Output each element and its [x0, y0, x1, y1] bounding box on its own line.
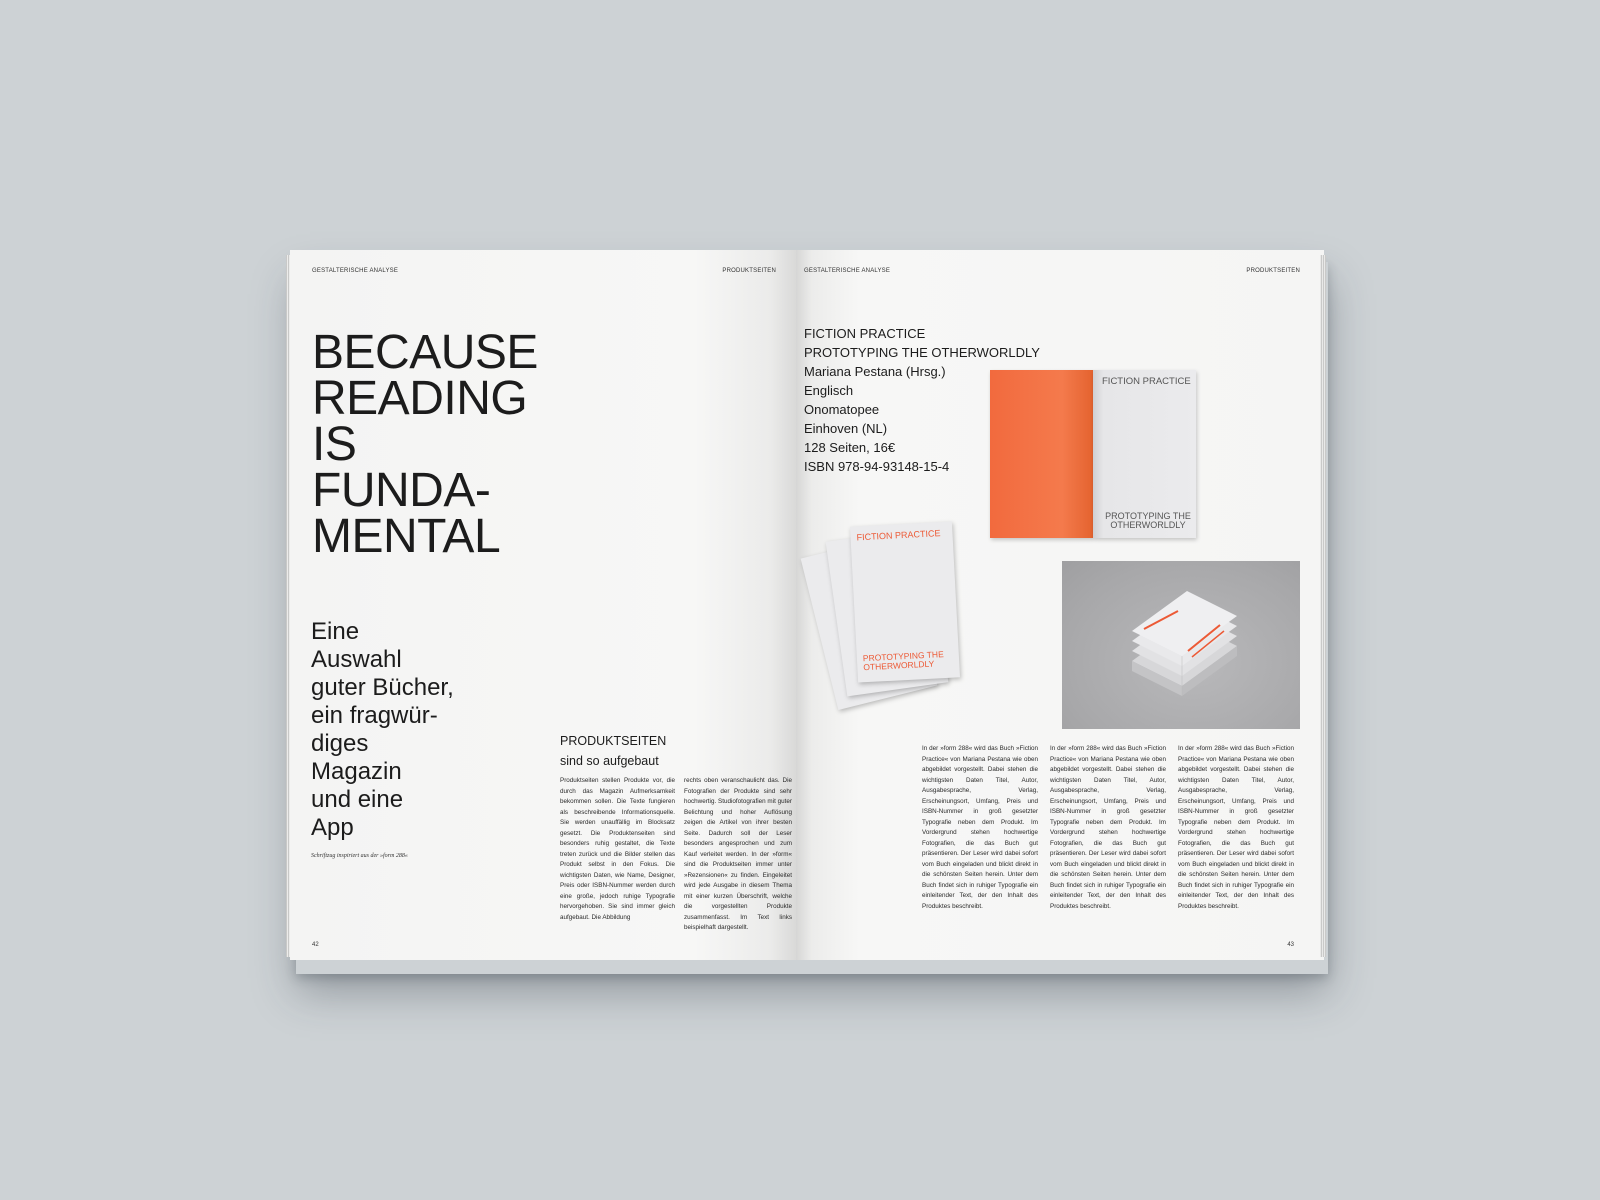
fanned-books-image	[814, 522, 984, 702]
subhead-line: guter Bücher,	[311, 674, 454, 701]
headline-line: FUNDA-	[312, 464, 491, 517]
body-column-3: In der »form 288« wird das Buch »Fiction Practice« von Mariana Pestana wie oben abgebildet vorgestellt. Dabei stehen die wichtigsten Daten Titel, Autor, Ausgabesprache, Verlag, Erscheinungsort, Umfang, Preis und ISBN-Nummer in groß gesetzter Typografie neben dem Produkt. Im Vordergrund stehen hochwertige Fotografien, die das Buch gut präsentieren. Der Leser wird dabei sofort vom Buch eingeladen und blickt direkt in die schönsten Seiten herein. Unter dem Buch findet sich in ruhiger Typografie ein einleitender Text, der den Inhalt des Produktes beschreibt.	[1178, 745, 1294, 910]
page-edges-right	[1320, 255, 1326, 957]
stacked-books-image	[1062, 561, 1300, 729]
headline-line: IS	[312, 418, 357, 471]
body-column-2: rechts oben veranschaulicht das. Die Fotografien der Produkte sind sehr hochwertig. Studiofotografien mit guter Belichtung und hoher Auflösung zeigen die Artikel von ihrer besten Seite. Dadurch soll der Leser besonders angesprochen und zum Kauf verleitet werden. In der »form« sind die Produktseiten immer unter »Rezensionen« zu finden. Eingeleitet wird jede Ausgabe in diesem Thema mit einer kurzen Überschrift, welche die vorgestellten Produkte zusammenfasst. Im Text links beispielhaft dargestellt.	[684, 777, 792, 931]
running-head-right: PRODUKTSEITEN	[1246, 268, 1300, 274]
headline-line: READING	[312, 372, 528, 425]
body-column-1: Produktseiten stellen Produkte vor, die durch das Magazin Aufmerksamkeit bekommen sollen. Die Texte fungieren als beschreibende Informationsquelle. Sie werden unauffällig im Blocksatz gesetzt. Die Produktenseiten sind besonders ruhig gestaltet, die Texte treten zurück und die Bilder stellen das Produkt selbst in den Fokus. Die wichtigsten Daten, wie Name, Designer, Preis oder ISBN-Nummer werden durch eine große, jedoch ruhige Typografie hervorgehoben. Sie sind immer gleich aufgebaut. Die Abbildung	[560, 777, 675, 921]
subhead-line: und eine	[311, 786, 404, 813]
body-column-1: In der »form 288« wird das Buch »Fiction Practice« von Mariana Pestana wie oben abgebildet vorgestellt. Dabei stehen die wichtigsten Daten Titel, Autor, Ausgabesprache, Verlag, Erscheinungsort, Umfang, Preis und ISBN-Nummer in groß gesetzter Typografie neben dem Produkt. Im Vordergrund stehen hochwertige Fotografien, die das Buch gut präsentieren. Der Leser wird dabei sofort vom Buch eingeladen und blickt direkt in die schönsten Seiten herein. Unter dem Buch findet sich in ruhiger Typografie ein einleitender Text, der den Inhalt des Produktes beschreibt.	[922, 745, 1038, 910]
headline-line: BECAUSE	[312, 326, 538, 379]
book-author: Mariana Pestana (Hrsg.)	[804, 364, 946, 379]
book-pages-price: 128 Seiten, 16€	[804, 440, 896, 455]
running-head-left: GESTALTERISCHE ANALYSE	[312, 268, 399, 274]
subhead-line: App	[311, 814, 354, 841]
book-publisher: Onomatopee	[804, 402, 880, 417]
book-isbn: ISBN 978-94-93148-15-4	[804, 459, 950, 474]
caption-note: Schriftzug inspiriert aus der »form 288«	[311, 853, 408, 859]
subhead-line: diges	[311, 730, 369, 757]
headline	[312, 326, 538, 563]
book-language: Englisch	[804, 383, 854, 398]
subhead-line: Magazin	[311, 758, 402, 785]
fan-cover-subtitle: PROTOTYPING THE OTHERWORLDLY	[862, 649, 944, 673]
section-title: PRODUKTSEITEN	[560, 734, 667, 748]
subhead-line: Eine	[311, 618, 360, 645]
subhead-line: ein fragwür-	[311, 702, 438, 729]
fan-cover-title: FICTION PRACTICE	[856, 528, 941, 543]
section-subtitle: sind so aufgebaut	[560, 754, 659, 768]
page-number-right: 43	[1287, 942, 1294, 948]
book-cover-front	[850, 521, 960, 682]
body-column-2: In der »form 288« wird das Buch »Fiction Practice« von Mariana Pestana wie oben abgebildet vorgestellt. Dabei stehen die wichtigsten Daten Titel, Autor, Ausgabesprache, Verlag, Erscheinungsort, Umfang, Preis und ISBN-Nummer in groß gesetzter Typografie neben dem Produkt. Im Vordergrund stehen hochwertige Fotografien, die das Buch gut präsentieren. Der Leser wird dabei sofort vom Buch eingeladen und blickt direkt in die schönsten Seiten herein. Unter dem Buch findet sich in ruhiger Typografie ein einleitender Text, der den Inhalt des Produktes beschreibt.	[1050, 745, 1166, 910]
headline-line: MENTAL	[312, 510, 501, 563]
subhead	[311, 618, 454, 842]
page-number-left: 42	[312, 942, 319, 948]
cover-title: FICTION PRACTICE	[1102, 376, 1191, 387]
running-head-left: GESTALTERISCHE ANALYSE	[804, 268, 891, 274]
open-book-image	[990, 370, 1196, 538]
book-title: FICTION PRACTICE	[804, 326, 926, 341]
book-location: Einhoven (NL)	[804, 421, 888, 436]
running-head-right: PRODUKTSEITEN	[722, 268, 776, 274]
left-page	[290, 250, 796, 960]
book-stack-illustration	[1122, 591, 1242, 701]
book-subtitle: PROTOTYPING THE OTHERWORLDLY	[804, 345, 1040, 360]
right-page	[796, 250, 1324, 960]
subhead-line: Auswahl	[311, 646, 402, 673]
orange-endpaper	[990, 370, 1093, 538]
cover-subtitle: PROTOTYPING THE OTHERWORLDLY	[1105, 511, 1191, 530]
